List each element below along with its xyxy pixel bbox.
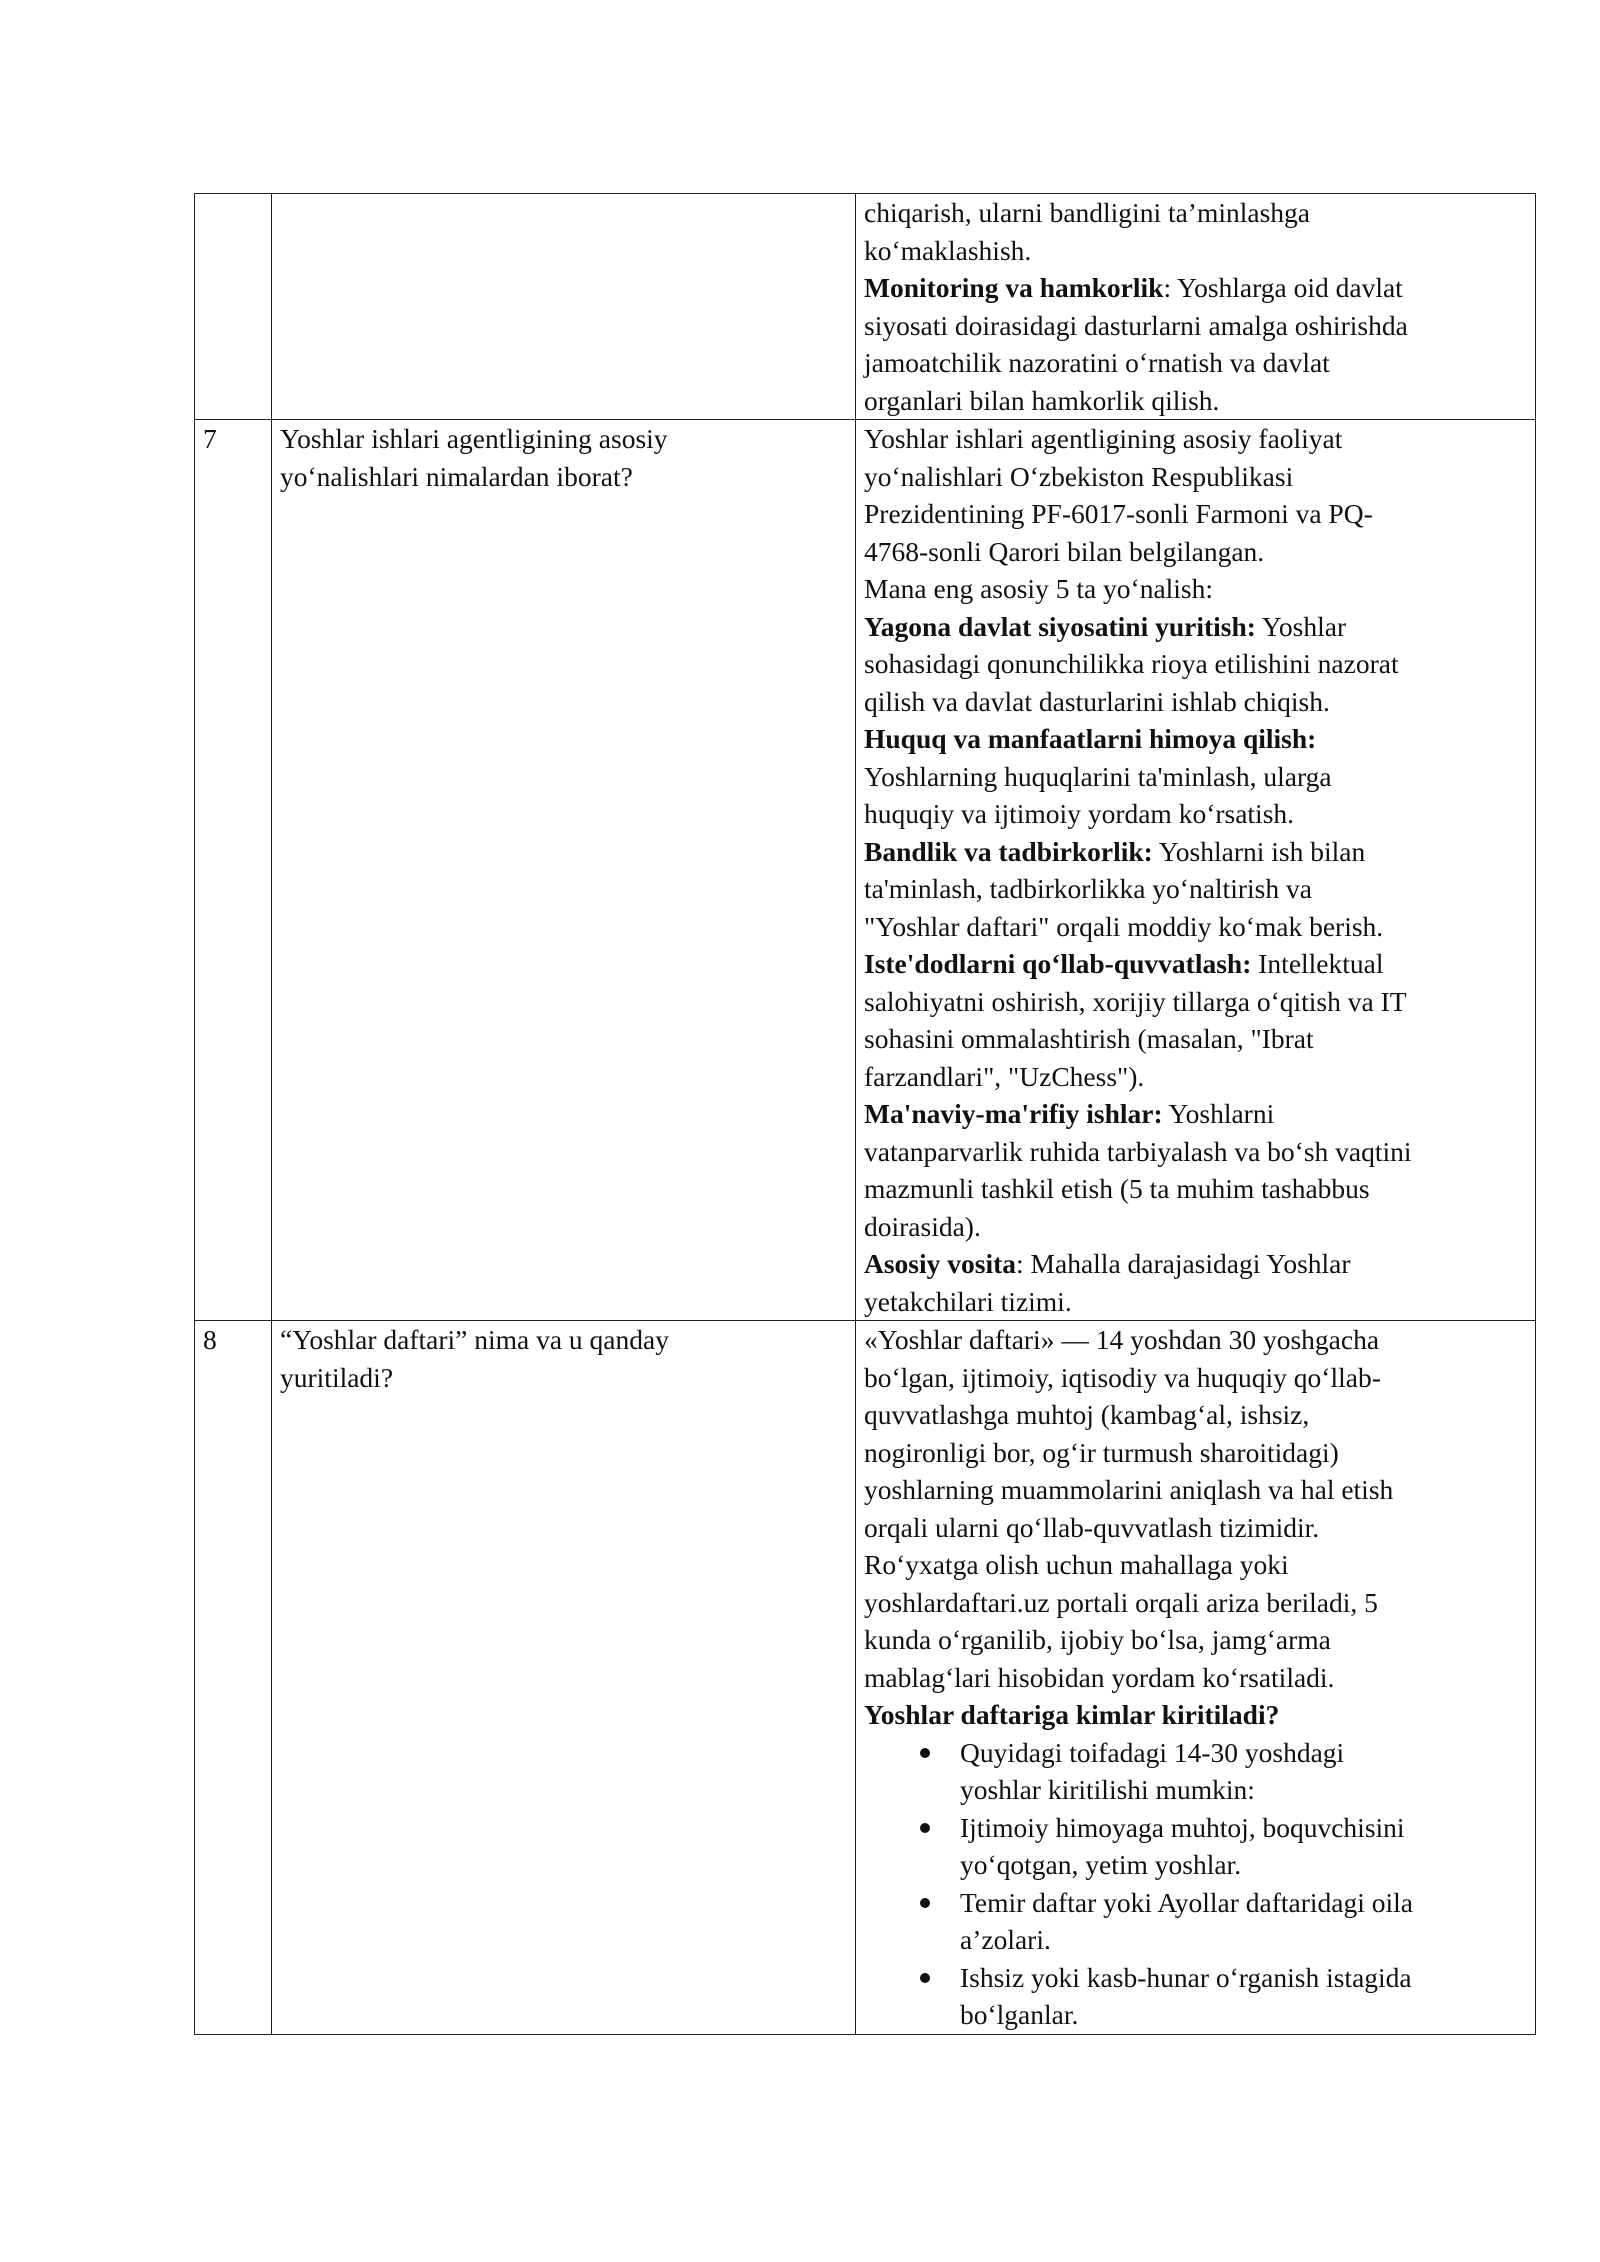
answer-text: mablag‘lari hisobidan yordam ko‘rsatiladi. bbox=[864, 1661, 1335, 1693]
answer-line bbox=[864, 382, 1527, 420]
answer-line bbox=[864, 795, 1527, 833]
answer-text: nogironligi bor, og‘ir turmush sharoitidagi) bbox=[864, 1436, 1339, 1468]
answer-line bbox=[864, 1621, 1527, 1659]
bold-heading: Yoshlar daftariga kimlar kiritiladi? bbox=[864, 1699, 1280, 1730]
answer-line bbox=[864, 1133, 1527, 1171]
answer-line bbox=[864, 232, 1527, 270]
answer-line bbox=[864, 458, 1527, 496]
row-number-cell bbox=[195, 194, 272, 420]
answer-line bbox=[864, 1584, 1527, 1622]
answer-line bbox=[864, 570, 1527, 608]
answer-text: ko‘maklashish. bbox=[864, 234, 1032, 266]
answer-text: ta'minlash, tadbirkorlikka yo‘naltirish va bbox=[864, 873, 1312, 904]
bold-heading: Monitoring va hamkorlik bbox=[864, 272, 1164, 303]
bold-heading: Yagona davlat siyosatini yuritish: bbox=[864, 610, 1256, 642]
bold-heading: Ma'naviy-ma'rifiy ishlar: bbox=[864, 1098, 1163, 1129]
answer-cell bbox=[856, 1321, 1536, 2035]
answer-text: Intellektual bbox=[1251, 948, 1384, 979]
answer-line bbox=[864, 1095, 1527, 1133]
answer-text: kunda o‘rganilib, ijobiy bo‘lsa, jamg‘arma bbox=[864, 1624, 1331, 1655]
answer-text: sohasidagi qonunchilikka rioya etilishini nazorat bbox=[864, 648, 1399, 679]
answer-text: bo‘lgan, ijtimoiy, iqtisodiy va huquqiy qo‘llab- bbox=[864, 1361, 1381, 1393]
answer-line bbox=[864, 1245, 1527, 1283]
answer-text: sohasini ommalashtirish (masalan, "Ibrat bbox=[864, 1023, 1314, 1054]
answer-line bbox=[864, 1170, 1527, 1208]
answer-line bbox=[864, 870, 1527, 908]
answer-line bbox=[864, 269, 1527, 307]
answer-line bbox=[864, 945, 1527, 983]
answer-text: vatanparvarlik ruhida tarbiyalash va bo‘sh vaqtini bbox=[864, 1135, 1412, 1167]
question-cell bbox=[272, 1321, 856, 2035]
answer-lines bbox=[864, 420, 1527, 1320]
bullet-dot-icon bbox=[920, 1973, 930, 1983]
bullet-dot-icon bbox=[920, 1823, 930, 1833]
question-line: yuritiladi? bbox=[280, 1361, 394, 1393]
answer-line bbox=[864, 1434, 1527, 1472]
answer-text: yetakchilari tizimi. bbox=[864, 1285, 1072, 1317]
answer-text: "Yoshlar daftari" orqali moddiy ko‘mak berish. bbox=[864, 910, 1384, 942]
row-number: 7 bbox=[203, 423, 217, 454]
answer-line bbox=[864, 983, 1527, 1021]
bullet-line: yoshlar kiritilishi mumkin: bbox=[960, 1774, 1255, 1805]
bullet-dot-icon bbox=[920, 1748, 930, 1758]
row-number-cell bbox=[195, 1321, 272, 2035]
answer-text: Yoshlarning huquqlarini ta'minlash, ularga bbox=[864, 760, 1332, 792]
answer-line bbox=[864, 1208, 1527, 1246]
bullet-line: Temir daftar yoki Ayollar daftaridagi oila bbox=[960, 1886, 1413, 1918]
bold-heading: Asosiy vosita bbox=[864, 1248, 1017, 1279]
bullet-item bbox=[864, 1959, 1527, 2034]
answer-line bbox=[864, 533, 1527, 571]
question-line: Yoshlar ishlari agentligining asosiy bbox=[280, 423, 668, 454]
answer-text: : Yoshlarga oid davlat bbox=[1163, 272, 1403, 303]
bullet-item bbox=[864, 1884, 1527, 1959]
question-line: “Yoshlar daftari” nima va u qanday bbox=[280, 1324, 669, 1355]
answer-text: chiqarish, ularni bandligini ta’minlashga bbox=[864, 197, 1311, 228]
answer-text: huquqiy va ijtimoiy yordam ko‘rsatish. bbox=[864, 798, 1295, 829]
table-row-8 bbox=[195, 1321, 1536, 2035]
bullet-line: yo‘qotgan, yetim yoshlar. bbox=[960, 1849, 1242, 1880]
answer-line bbox=[864, 307, 1527, 345]
answer-text: Yoshlar ishlari agentligining asosiy faoliyat bbox=[864, 423, 1343, 454]
answer-text: Yoshlarni bbox=[1162, 1098, 1275, 1129]
question-cell bbox=[272, 420, 856, 1321]
answer-line bbox=[864, 1283, 1527, 1321]
answer-line bbox=[864, 1696, 1527, 1734]
table-row-continued bbox=[195, 194, 1536, 420]
answer-text: Yoshlarni ish bilan bbox=[1152, 835, 1366, 867]
answer-line bbox=[864, 720, 1527, 758]
question-line: yo‘nalishlari nimalardan iborat? bbox=[280, 460, 633, 492]
answer-text: quvvatlashga muhtoj (kambag‘al, ishsiz, bbox=[864, 1399, 1310, 1430]
row-number-cell bbox=[195, 420, 272, 1321]
bullet-item bbox=[864, 1809, 1527, 1884]
answer-line bbox=[864, 495, 1527, 533]
answer-text: doirasida). bbox=[864, 1210, 981, 1242]
bullet-list bbox=[864, 1734, 1527, 2034]
answer-line bbox=[864, 1359, 1527, 1397]
answer-text: yo‘nalishlari O‘zbekiston Respublikasi bbox=[864, 460, 1294, 492]
answer-line bbox=[864, 1546, 1527, 1584]
answer-line bbox=[864, 833, 1527, 871]
answer-line bbox=[864, 1471, 1527, 1509]
qa-table bbox=[194, 193, 1536, 2035]
question-cell bbox=[272, 194, 856, 420]
answer-text: yoshlarning muammolarini aniqlash va hal etish bbox=[864, 1474, 1394, 1505]
answer-line bbox=[864, 1058, 1527, 1096]
answer-cell bbox=[856, 194, 1536, 420]
row-number: 8 bbox=[203, 1324, 217, 1355]
answer-text: mazmunli tashkil etish (5 ta muhim tashabbus bbox=[864, 1173, 1370, 1204]
bold-heading: Huquq va manfaatlarni himoya qilish: bbox=[864, 723, 1317, 754]
answer-text: Ro‘yxatga olish uchun mahallaga yoki bbox=[864, 1549, 1289, 1580]
answer-text: Mana eng asosiy 5 ta yo‘nalish: bbox=[864, 573, 1214, 604]
answer-line bbox=[864, 1509, 1527, 1547]
answer-text: yoshlardaftari.uz portali orqali ariza beriladi, 5 bbox=[864, 1586, 1378, 1618]
answer-line bbox=[864, 608, 1527, 646]
answer-cell bbox=[856, 420, 1536, 1321]
bullet-line: Quyidagi toifadagi 14-30 yoshdagi bbox=[960, 1736, 1345, 1768]
bullet-item bbox=[864, 1734, 1527, 1809]
answer-text: qilish va davlat dasturlarini ishlab chiqish. bbox=[864, 685, 1330, 717]
answer-lines bbox=[864, 1321, 1527, 1734]
answer-text: siyosati doirasidagi dasturlarni amalga oshirishda bbox=[864, 309, 1408, 341]
answer-line bbox=[864, 645, 1527, 683]
table-row-7 bbox=[195, 420, 1536, 1321]
answer-line bbox=[864, 1659, 1527, 1697]
bullet-line: bo‘lganlar. bbox=[960, 1999, 1079, 2030]
answer-text: farzandlari", "UzChess"). bbox=[864, 1060, 1145, 1092]
answer-text: orqali ularni qo‘llab-quvvatlash tizimidir. bbox=[864, 1511, 1320, 1543]
bold-heading: Bandlik va tadbirkorlik: bbox=[864, 835, 1153, 867]
answer-line bbox=[864, 908, 1527, 946]
answer-text: 4768-sonli Qarori bilan belgilangan. bbox=[864, 535, 1265, 567]
answer-line bbox=[864, 758, 1527, 796]
answer-lines bbox=[864, 194, 1527, 419]
bold-heading: Iste'dodlarni qo‘llab-quvvatlash: bbox=[864, 948, 1252, 979]
answer-line bbox=[864, 1321, 1527, 1359]
bullet-dot-icon bbox=[920, 1898, 930, 1908]
bullet-line: Ijtimoiy himoyaga muhtoj, boquvchisini bbox=[960, 1811, 1405, 1843]
answer-text: organlari bilan hamkorlik qilish. bbox=[864, 384, 1220, 416]
bullet-line: a’zolari. bbox=[960, 1924, 1051, 1955]
answer-line bbox=[864, 1020, 1527, 1058]
answer-line bbox=[864, 194, 1527, 232]
answer-text: «Yoshlar daftari» — 14 yoshdan 30 yoshgacha bbox=[864, 1324, 1380, 1355]
answer-text: : Mahalla darajasidagi Yoshlar bbox=[1016, 1248, 1351, 1279]
answer-line bbox=[864, 1396, 1527, 1434]
answer-line bbox=[864, 344, 1527, 382]
answer-line bbox=[864, 683, 1527, 721]
answer-text: jamoatchilik nazoratini o‘rnatish va davlat bbox=[864, 347, 1330, 378]
bullet-line: Ishsiz yoki kasb-hunar o‘rganish istagida bbox=[960, 1961, 1412, 1993]
answer-text: Yoshlar bbox=[1255, 610, 1347, 642]
answer-text: salohiyatni oshirish, xorijiy tillarga o‘qitish va IT bbox=[864, 985, 1407, 1017]
answer-text: Prezidentining PF-6017-sonli Farmoni va PQ- bbox=[864, 498, 1373, 529]
answer-line bbox=[864, 420, 1527, 458]
